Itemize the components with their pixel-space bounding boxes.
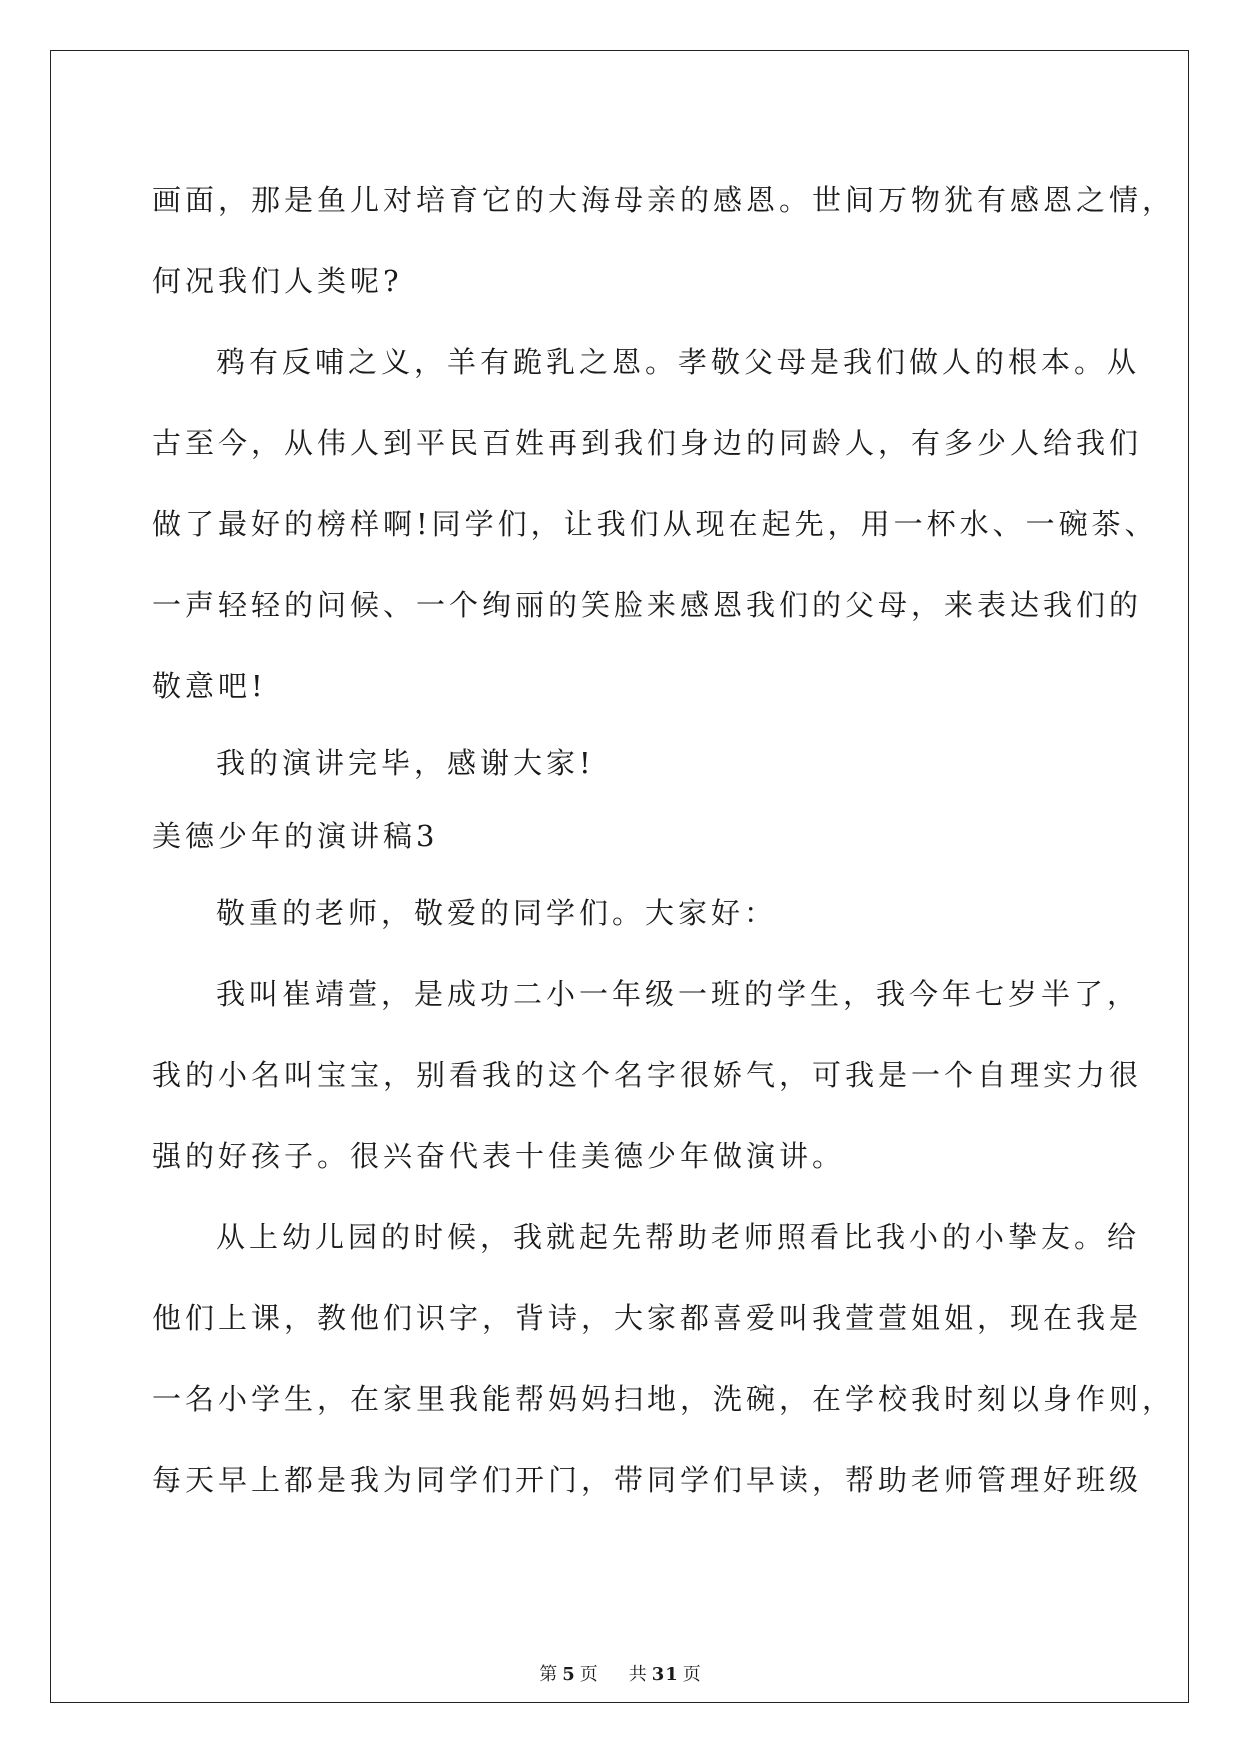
document-body [152, 160, 1176, 1521]
total-label-pre: 共 [628, 1664, 648, 1685]
total-pages: 31 [651, 1664, 679, 1685]
section-heading: 美德少年的演讲稿3 [152, 819, 439, 853]
text-line: 做了最好的榜样啊!同学们，让我们从现在起先，用一杯水、一碗茶、 [152, 507, 1158, 541]
paragraph-start: 我的演讲完毕，感谢大家! [216, 746, 595, 780]
text-line: 一声轻轻的问候、一个绚丽的笑脸来感恩我们的父母，来表达我们的 [152, 588, 1143, 622]
text-line: 古至今，从伟人到平民百姓再到我们身边的同龄人，有多少人给我们 [152, 426, 1143, 460]
paragraph-start: 鸦有反哺之义，羊有跪乳之恩。孝敬父母是我们做人的根本。从 [216, 345, 1141, 379]
page-label-post: 页 [579, 1664, 599, 1685]
text-line: 何况我们人类呢? [152, 264, 403, 298]
text-line: 我的小名叫宝宝，别看我的这个名字很娇气，可我是一个自理实力很 [152, 1058, 1143, 1092]
total-label-post: 页 [682, 1664, 702, 1685]
text-line: 画面，那是鱼儿对培育它的大海母亲的感恩。世间万物犹有感恩之情， [152, 183, 1176, 217]
page-number: 5 [562, 1664, 576, 1685]
paragraph-start: 从上幼儿园的时候，我就起先帮助老师照看比我小的小挚友。给 [216, 1220, 1141, 1254]
page-label-pre: 第 [539, 1664, 559, 1685]
page-footer [0, 1660, 1241, 1686]
text-line: 一名小学生，在家里我能帮妈妈扫地，洗碗，在学校我时刻以身作则， [152, 1382, 1176, 1416]
text-line: 敬意吧! [152, 669, 267, 703]
text-line: 他们上课，教他们识字，背诗，大家都喜爱叫我萱萱姐姐，现在我是 [152, 1301, 1143, 1335]
paragraph-start: 敬重的老师，敬爱的同学们。大家好： [216, 896, 778, 930]
text-line: 强的好孩子。很兴奋代表十佳美德少年做演讲。 [152, 1139, 846, 1173]
paragraph-start: 我叫崔靖萱，是成功二小一年级一班的学生，我今年七岁半了， [216, 977, 1141, 1011]
text-line: 每天早上都是我为同学们开门，带同学们早读，帮助老师管理好班级 [152, 1463, 1143, 1497]
